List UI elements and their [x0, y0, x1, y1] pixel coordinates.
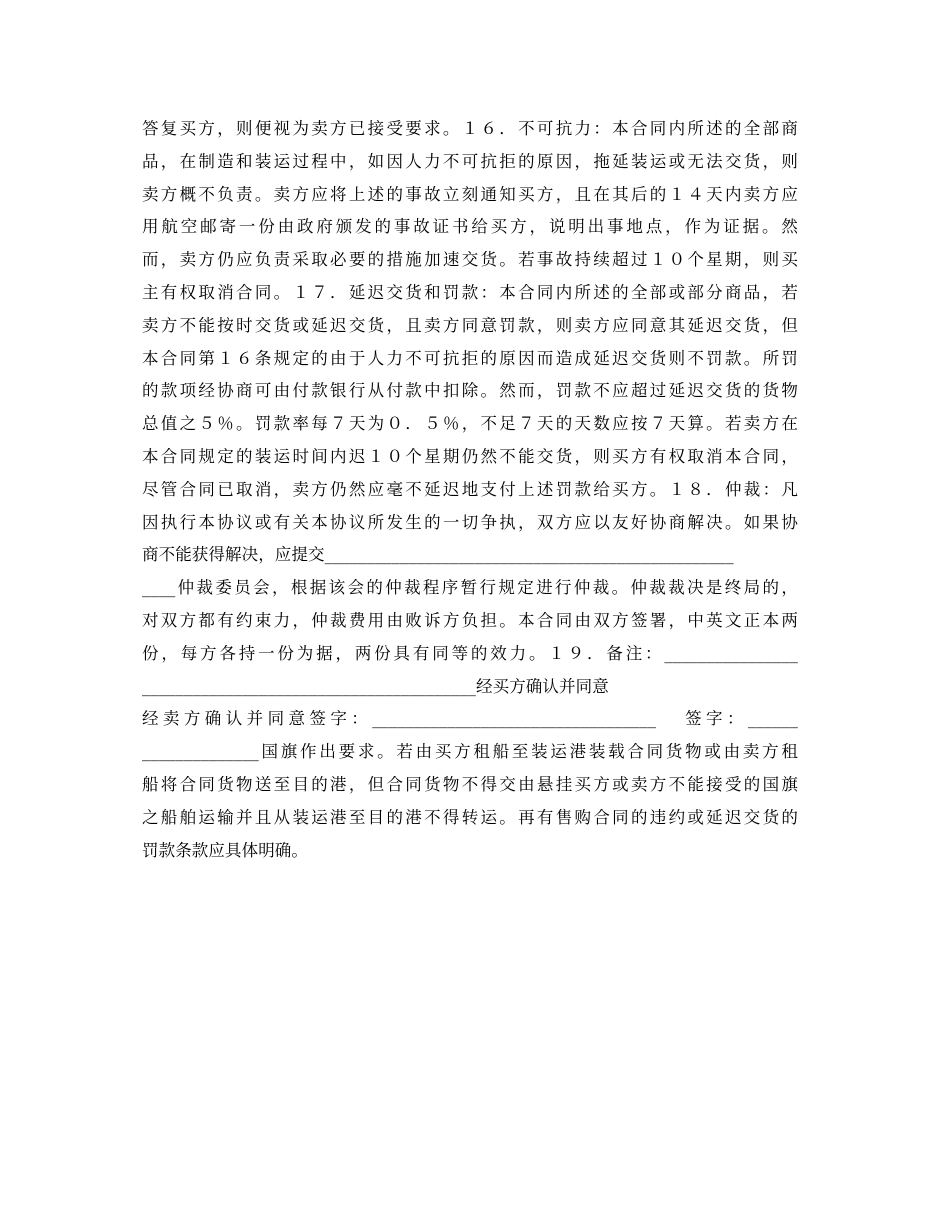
text-line: 用航空邮寄一份由政府颁发的事故证书给买方，说明出事地点，作为证据。然: [142, 217, 798, 237]
text-line: 因执行本协议或有关本协议所发生的一切争执，双方应以友好协商解决。如果协: [142, 512, 798, 532]
text-line: 的款项经协商可由付款银行从付款中扣除。然而，罚款不应超过延迟交货的货物: [142, 381, 798, 401]
arbitration-blank-line: 商不能获得解决，应提交_________________________________________________: [142, 545, 734, 565]
text-line: 本合同规定的装运时间内迟１０个星期仍然不能交货，则买方有权取消本合同，: [142, 446, 798, 466]
text-line: 卖方不能按时交货或延迟交货，且卖方同意罚款，则卖方应同意其延迟交货，但: [142, 315, 798, 335]
contract-body: [142, 113, 798, 867]
text-line: 品，在制造和装运过程中，如因人力不可抗拒的原因，拖延装运或无法交货，则: [142, 151, 798, 171]
text-line: 主有权取消合同。１７．延迟交货和罚款：本合同内所述的全部或部分商品，若: [142, 282, 798, 302]
buyer-confirmation-line: ________________________________________经买方确认并同意: [142, 676, 609, 696]
text-line: 尽管合同已取消，卖方仍然应毫不延迟地支付上述罚款给买方。１８．仲裁：凡: [142, 479, 798, 499]
text-line: 答复买方，则便视为卖方已接受要求。１６．不可抗力：本合同内所述的全部商: [142, 119, 798, 138]
text-line: 船将合同货物送至目的港，但合同货物不得交由悬挂买方或卖方不能接受的国旗: [142, 774, 798, 794]
text-line: 本合同第１６条规定的由于人力不可抗拒的原因而造成延迟交货则不罚款。所罚: [142, 348, 798, 368]
text-line: 罚款条款应具体明确。: [142, 840, 308, 860]
text-line: 卖方概不负责。卖方应将上述的事故立刻通知买方，且在其后的１４天内卖方应: [142, 184, 798, 204]
text-line: ____仲裁委员会，根据该会的仲裁程序暂行规定进行仲裁。仲裁裁决是终局的，: [142, 578, 798, 598]
text-line: 之船舶运输并且从装运港至目的港不得转运。再有售购合同的违约或延迟交货的: [142, 807, 798, 827]
remarks-line: 份，每方各持一份为据，两份具有同等的效力。１９．备注：________________: [142, 643, 798, 663]
signature-line: 经卖方确认并同意签字：__________________________________ 签字：______: [142, 709, 798, 729]
text-line: 而，卖方仍应负责采取必要的措施加速交货。若事故持续超过１０个星期，则买: [142, 250, 798, 270]
text-line: ______________国旗作出要求。若由买方租船至装运港装载合同货物或由卖方租: [142, 742, 798, 762]
text-line: 总值之５％。罚款率每７天为０．５％，不足７天的天数应按７天算。若卖方在: [142, 414, 798, 434]
text-line: 对双方都有约束力，仲裁费用由败诉方负担。本合同由双方签署，中英文正本两: [142, 610, 798, 630]
